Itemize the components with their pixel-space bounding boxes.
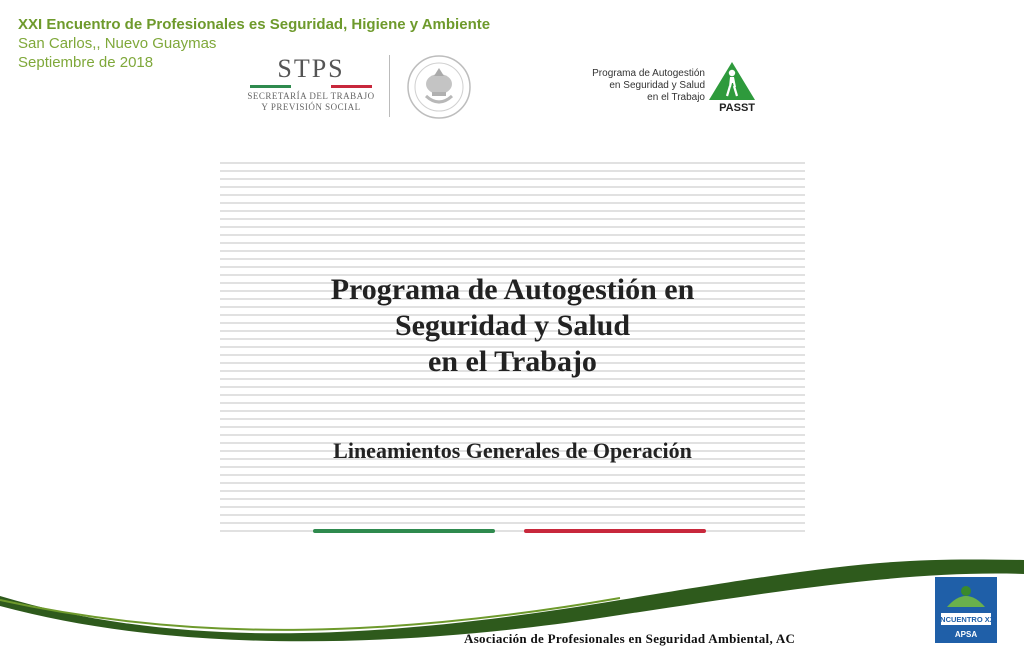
organization-name: Asociación de Profesionales en Seguridad Ambiental, AC <box>464 631 796 646</box>
apsa-badge-logo <box>935 577 997 643</box>
green-stripe <box>313 529 495 533</box>
stps-subtitle-2: Y PREVISIÓN SOCIAL <box>261 102 361 112</box>
logo-divider <box>389 55 390 117</box>
passt-text <box>592 68 705 104</box>
stps-logo <box>246 55 376 113</box>
passt-line-2: en Seguridad y Salud <box>609 80 705 91</box>
document-title-line-2: Seguridad y Salud <box>394 309 631 342</box>
passt-label: PASST <box>719 102 755 114</box>
document-subtitle: Lineamientos Generales de Operación <box>333 438 692 463</box>
document-title-line-1: Programa de Autogestión en <box>330 273 695 306</box>
passt-line-3: en el Trabajo <box>647 92 705 103</box>
apsa-badge-title: ENCUENTRO XXI <box>935 615 997 624</box>
stps-subtitle-1: SECRETARÍA DEL TRABAJO <box>247 91 375 101</box>
document-title-line-3: en el Trabajo <box>428 345 597 378</box>
event-location: San Carlos,, Nuevo Guaymas <box>18 35 217 52</box>
passt-logo <box>582 66 757 116</box>
event-title: XXI Encuentro de Profesionales es Seguridad, Higiene y Ambiente <box>18 16 491 33</box>
document-title <box>220 272 805 380</box>
stps-color-bars <box>250 85 372 88</box>
passt-line-1: Programa de Autogestión <box>592 68 705 79</box>
event-date: Septiembre de 2018 <box>18 54 154 71</box>
document-cover <box>220 156 805 538</box>
apsa-badge-label: APSA <box>954 630 978 639</box>
red-stripe <box>524 529 706 533</box>
stps-name: STPS <box>277 54 345 83</box>
mexican-seal-icon <box>404 54 474 120</box>
